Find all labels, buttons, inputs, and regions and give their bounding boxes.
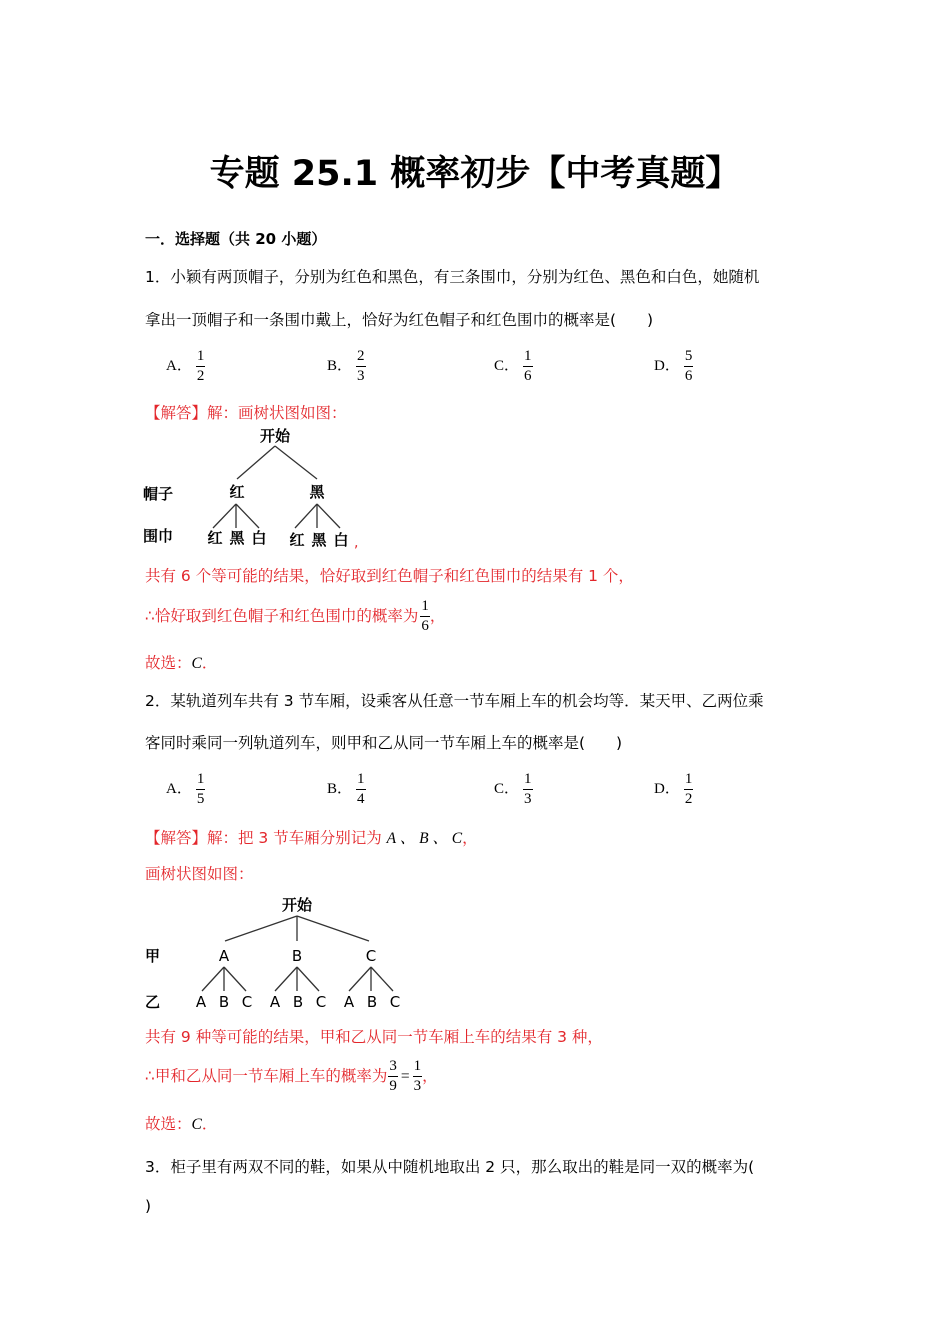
q3-line2: ) bbox=[145, 1197, 152, 1215]
tree-leaf: C bbox=[241, 993, 253, 1011]
fraction-denominator: 3 bbox=[357, 368, 365, 384]
fraction-denominator: 3 bbox=[524, 791, 532, 807]
fraction-numerator: 1 bbox=[523, 771, 533, 790]
choice-prefix: 故选： bbox=[145, 654, 192, 672]
page-title: 专题 25.1 概率初步【中考真题】 bbox=[209, 154, 741, 194]
tree-leaf: C bbox=[389, 993, 401, 1011]
q2-probability bbox=[145, 1058, 438, 1095]
fraction-denominator: 5 bbox=[196, 791, 205, 807]
tree-leaf: 黑 bbox=[311, 531, 327, 549]
tree-node: 黑 bbox=[309, 483, 325, 501]
fraction-denominator: 6 bbox=[421, 618, 429, 634]
tree-leaf: B bbox=[218, 993, 230, 1011]
q2-option-a bbox=[166, 771, 205, 808]
tree-node: 红 bbox=[229, 483, 245, 501]
q2-choice bbox=[145, 1112, 217, 1134]
fraction-numerator: 1 bbox=[413, 1058, 423, 1077]
q1-tree-diagram bbox=[140, 424, 380, 554]
q2-tree-diagram bbox=[140, 892, 420, 1017]
tree-leaf: B bbox=[366, 993, 378, 1011]
tree-row-label-a: 甲 bbox=[145, 947, 161, 965]
fraction-numerator: 5 bbox=[684, 348, 694, 367]
tree-node: A bbox=[218, 947, 230, 965]
tree-leaf: A bbox=[195, 993, 207, 1011]
fraction-denominator: 6 bbox=[684, 368, 693, 384]
tree-root: 开始 bbox=[281, 896, 313, 914]
equals-sign: = bbox=[400, 1068, 410, 1085]
tree-leaf: 红 bbox=[289, 531, 305, 549]
q1-answer-head: 【解答】解：画树状图如图： bbox=[145, 404, 347, 422]
fraction-denominator: 3 bbox=[413, 1078, 422, 1094]
tree-leaf: C bbox=[315, 993, 327, 1011]
choice-suffix: ． bbox=[201, 1115, 218, 1133]
option-label: D． bbox=[654, 780, 680, 797]
choice-prefix: 故选： bbox=[145, 1115, 192, 1133]
q1-line2: 拿出一顶帽子和一条围巾戴上，恰好为红色帽子和红色围巾的概率是( ) bbox=[145, 311, 654, 329]
fraction-denominator: 6 bbox=[524, 368, 532, 384]
q2-option-c bbox=[494, 771, 533, 808]
answer-text: 【解答】解：把 3 节车厢分别记为 bbox=[145, 829, 382, 847]
tree-row-label-b: 乙 bbox=[145, 993, 161, 1011]
fraction-denominator: 9 bbox=[389, 1078, 397, 1094]
q1-line1: 1．小颖有两顶帽子，分别为红色和黑色，有三条围巾，分别为红色、黑色和白色，她随机 bbox=[145, 268, 760, 286]
fraction-numerator: 3 bbox=[388, 1058, 398, 1077]
probability-text: ∴甲和乙从同一节车厢上车的概率为 bbox=[145, 1067, 388, 1085]
q2-option-d bbox=[654, 771, 693, 808]
fraction-numerator: 2 bbox=[356, 348, 366, 367]
q3-line1: 3．柜子里有两双不同的鞋，如果从中随机地取出 2 只，那么取出的鞋是同一双的概率为( bbox=[145, 1158, 755, 1176]
tree-root: 开始 bbox=[259, 427, 291, 445]
tree-leaf: B bbox=[292, 993, 304, 1011]
q2-line1: 2．某轨道列车共有 3 节车厢，设乘客从任意一节车厢上车的机会均等．某天甲、乙两位乘 bbox=[145, 692, 764, 710]
tree-leaf: 白 bbox=[251, 529, 267, 547]
q1-option-b bbox=[327, 348, 366, 385]
section-heading: 一．选择题（共 20 小题） bbox=[145, 230, 327, 248]
q2-option-b bbox=[327, 771, 366, 808]
tree-node: C bbox=[365, 947, 377, 965]
choice-letter: C bbox=[191, 1116, 202, 1133]
option-label: A． bbox=[166, 357, 192, 374]
fraction-numerator: 1 bbox=[684, 771, 694, 790]
tree-leaf: 黑 bbox=[229, 529, 245, 547]
q1-probability bbox=[145, 598, 445, 635]
option-label: B． bbox=[327, 357, 353, 374]
q1-option-d bbox=[654, 348, 693, 385]
q1-choice bbox=[145, 651, 217, 673]
probability-suffix: ， bbox=[422, 1067, 438, 1085]
tree-row-label-hat: 帽子 bbox=[143, 485, 174, 503]
choice-suffix: ． bbox=[201, 654, 218, 672]
probability-suffix: ， bbox=[429, 607, 446, 625]
q2-answer-head bbox=[145, 826, 478, 848]
fraction-denominator: 4 bbox=[357, 791, 365, 807]
q1-result: 共有 6 个等可能的结果，恰好取到红色帽子和红色围巾的结果有 1 个， bbox=[145, 567, 634, 585]
fraction-numerator: 1 bbox=[356, 771, 366, 790]
fraction-numerator: 1 bbox=[196, 348, 206, 367]
tree-node: B bbox=[291, 947, 303, 965]
fraction-denominator: 2 bbox=[196, 368, 205, 384]
tree-row-label-scarf: 围巾 bbox=[143, 527, 174, 545]
q2-tree-intro: 画树状图如图： bbox=[145, 865, 254, 883]
option-label: A． bbox=[166, 780, 192, 797]
option-label: C． bbox=[494, 357, 520, 374]
tree-leaf: 红 bbox=[207, 529, 223, 547]
fraction-denominator: 2 bbox=[684, 791, 693, 807]
q1-option-c bbox=[494, 348, 533, 385]
q2-result: 共有 9 种等可能的结果，甲和乙从同一节车厢上车的结果有 3 种， bbox=[145, 1028, 603, 1046]
option-label: D． bbox=[654, 357, 680, 374]
answer-tail: ， bbox=[462, 829, 478, 847]
tree-leaf: 白 bbox=[333, 531, 349, 549]
q2-line2: 客同时乘同一列轨道列车，则甲和乙从同一节车厢上车的概率是( ) bbox=[145, 734, 623, 752]
fraction-numerator: 1 bbox=[196, 771, 206, 790]
probability-text: ∴恰好取到红色帽子和红色围巾的概率为 bbox=[145, 607, 419, 625]
tree-leaf: A bbox=[269, 993, 281, 1011]
option-label: B． bbox=[327, 780, 353, 797]
answer-variables: A 、 B 、 C bbox=[386, 830, 463, 847]
choice-letter: C bbox=[191, 655, 202, 672]
fraction-numerator: 1 bbox=[420, 598, 430, 617]
option-label: C． bbox=[494, 780, 520, 797]
q1-option-a bbox=[166, 348, 205, 385]
tree-trailing-comma: , bbox=[354, 535, 359, 551]
tree-leaf: A bbox=[343, 993, 355, 1011]
fraction-numerator: 1 bbox=[523, 348, 533, 367]
